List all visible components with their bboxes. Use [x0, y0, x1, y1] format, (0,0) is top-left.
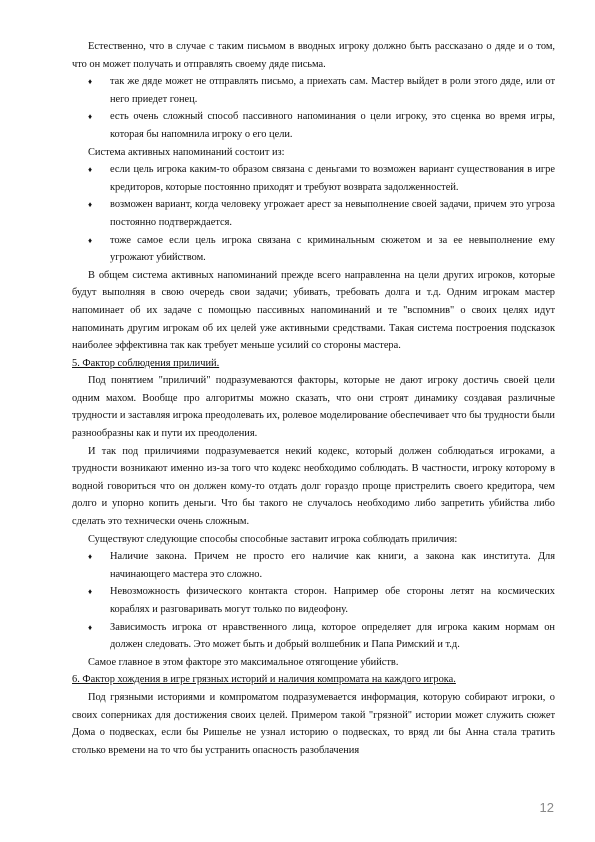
page-number: 12: [539, 800, 554, 815]
bullet-text: есть очень сложный способ пассивного напоминания о цели игроку, это сценка во время игры, которая бы напомнила игроку о его цели.: [110, 111, 555, 140]
bullet-text: возможен вариант, когда человеку угрожает арест за невыполнение своей задачи, причем это угроза постоянно подтверждается.: [110, 199, 555, 228]
bullet-text: так же дяде может не отправлять письмо, а приехать сам. Мастер выйдет в роли этого дяде, или от него приедет гонец.: [110, 76, 555, 105]
bullet-item: [72, 73, 555, 108]
body-paragraph: Естественно, что в случае с таким письмом в вводных игроку должно быть рассказано о дяде и о том, что он может получать и отправлять своему дяде письма.: [72, 41, 555, 70]
body-paragraph: Существуют следующие способы способные заставит игрока соблюдать приличия:: [88, 533, 458, 545]
section-heading-text: 5. Фактор соблюдения приличий.: [72, 357, 220, 369]
bullet-diamond-icon: ♦: [88, 552, 93, 562]
bullet-item: [72, 161, 555, 196]
bullet-diamond-icon: ♦: [88, 235, 93, 245]
bullet-diamond-icon: ♦: [88, 622, 93, 632]
body-paragraph: В общем система активных напоминаний прежде всего направленна на цели других игроков, которые будут выполняя в свою очередь свои задачи; убивать, требовать долга и т.д. Одним игрокам мастер напоминает об их задаче с помощью пассивных напоминаний и те "вспомнив" о своих целях идут напоминать другим игрокам об их целей уже активными средствами. Такая система построения подсказок наиболее эффективна так как требует меньше усилий со стороны мастера.: [72, 269, 555, 352]
bullet-text: если цель игрока каким-то образом связана с деньгами то возможен вариант существования в игре кредиторов, которые постоянно приходят и требуют возврата задолженностей.: [110, 164, 555, 193]
body-paragraph: Под понятием "приличий" подразумеваются факторы, которые не дают игроку достичь своей цели одним махом. Вообще про алгоритмы можно сказать, что они строят динамику создавая различные трудности и заставляя игрока преодолевать их, ролевое моделирование обеспечивает что бы трудности были разнообразны как и пути их преодоления.: [72, 375, 555, 440]
section-heading-text: 6. Фактор хождения в игре грязных историй и наличия компромата на каждого игрока.: [72, 674, 456, 686]
bullet-text: Невозможность физического контакта сторон. Например обе стороны летят на космических кораблях и разговаривать могут только по видеофону.: [110, 586, 555, 615]
body-paragraph: Система активных напоминаний состоит из:: [88, 146, 285, 158]
section-heading: [72, 355, 555, 373]
body-paragraph: И так под приличиями подразумевается некий кодекс, который должен соблюдаться игроками, а трудности возникают именно из-за того что кодекс необходимо соблюдать. В частности, игроку которому в водной говориться что он должен кому-то отдать долг гораздо проще пристрелить своего кредитора, чем долго и упорно копить деньги. Что бы такого не случалось необходимо либо запретить убийства либо сделать это технически очень сложным.: [72, 445, 555, 528]
section-heading: [72, 671, 555, 689]
bullet-text: Наличие закона. Причем не просто его наличие как книги, а закона как института. Для начинающего мастера это сложно.: [110, 551, 555, 580]
bullet-item: [72, 108, 555, 143]
body-paragraph: Под грязными историями и компроматом подразумевается информация, которую собирают игроки, о своих соперниках для достижения своих целей. Примером такой "грязной" истории может служить сюжет Дома о подвесках, если бы Ришелье не узнал историю о подвесках, то вряд ли бы Анна стала тратить столько времени на то что бы устранить опасность разоблачения: [72, 691, 555, 756]
bullet-item: [72, 548, 555, 583]
bullet-item: [72, 196, 555, 231]
document-page: [72, 38, 555, 759]
bullet-diamond-icon: ♦: [88, 112, 93, 122]
bullet-item: [72, 583, 555, 618]
bullet-diamond-icon: ♦: [88, 200, 93, 210]
bullet-text: тоже самое если цель игрока связана с криминальным сюжетом и за ее невыполнение ему угрожают убийством.: [110, 234, 555, 264]
bullet-item: [72, 619, 555, 654]
bullet-diamond-icon: ♦: [88, 165, 93, 175]
bullet-diamond-icon: ♦: [88, 77, 93, 87]
bullet-diamond-icon: ♦: [88, 587, 93, 597]
bullet-item: [72, 232, 555, 267]
bullet-text: Зависимость игрока от нравственного лица, которое определяет для игрока каким нормам он должен следовать. Это может быть и добрый волшебник и Папа Римский и т.д.: [110, 621, 555, 651]
body-paragraph: Самое главное в этом факторе это максимальное отягощение убийств.: [88, 656, 399, 668]
